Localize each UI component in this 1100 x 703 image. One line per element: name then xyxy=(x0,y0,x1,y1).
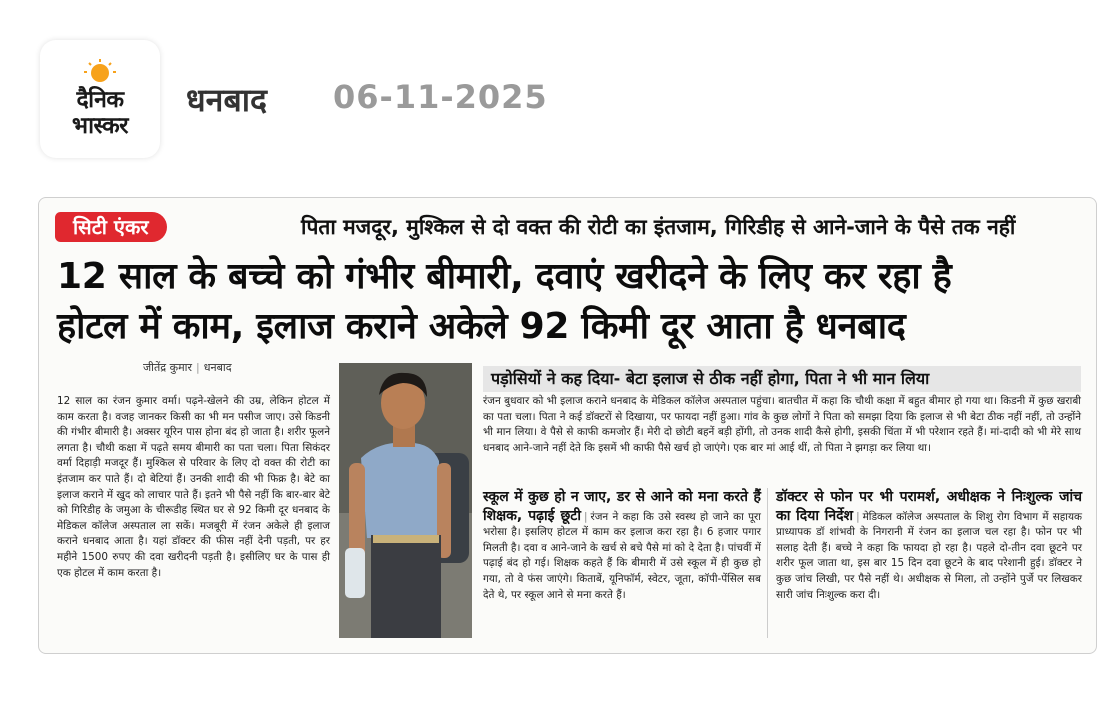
section-tag: सिटी एंकर xyxy=(55,212,167,242)
logo-line2: भास्कर xyxy=(71,113,129,139)
intro-column: 12 साल का रंजन कुमार वर्मा। पढ़ने-खेलने की उम्र, लेकिन होटल में काम करता है। वजह जानकर किसी का भी मन पसीज जाए। उसे किडनी की गंभीर बीमारी है। अक्सर यूरिन पास होना बंद हो जाता है। शरीर फूलने लगता है। चौथी कक्षा में पढ़ते समय बीमारी का पता चला। पिता सिकंदर वर्मा दिहाड़ी मजदूर हैं। मुश्किल से परिवार के लिए दो वक्त की रोटी का इंतजाम कर पाते हैं। दो बेटियां हैं। उनकी शादी की भी फिक्र है। बेटे का इलाज कराने में खुद को लाचार पाते हैं। इतने भी पैसे नहीं कि बार-बार बेटे को गिरिडीह के जमुआ के चीरूडीह स्थित घर से 92 किमी दूर धनबाद के मेडिकल कॉलेज अस्पताल ला सकें। मजबूरी में रंजन अकेले ही इलाज कराने धनबाद आता है। यहां डॉक्टर की फीस नहीं देनी पड़ती, पर हर महीने 1500 रुपए की दवा खरीदनी पड़ती है। इसीलिए घर के पास ही एक होटल में काम करता है। xyxy=(57,395,330,579)
kicker-headline: पिता मजदूर, मुश्किल से दो वक्त की रोटी का इंतजाम, गिरिडीह से आने-जाने के पैसे तक नहीं xyxy=(301,215,1016,239)
city-label: धनबाद xyxy=(186,81,267,119)
paragraph-doctor: मेडिकल कॉलेज अस्पताल के शिशु रोग विभाग में सहायक प्राध्यापक डॉ शांभवी के निगरानी में रंजन का इलाज चल रहा है। फोन पर भी सलाह देती हैं। बच्चे ने कहा कि फायदा हो रहा है। पहले दो-तीन दवा छूटने पर शरीर फूल जाता था, इस बार 15 दिन दवा छूटने के बाद परेशानी हुई। डॉक्टर ने कुछ जांच लिखी, पर पैसे नहीं थे। अधीक्षक से मिला, तो उन्होंने पुर्जे पर लिखकर सारी जांच निःशुल्क करा दी। xyxy=(776,510,1082,601)
logo-line1: दैनिक xyxy=(76,87,124,113)
byline: जीतेंद्र कुमार | धनबाद xyxy=(143,361,232,374)
headline-line-2: होटल में काम, इलाज कराने अकेले 92 किमी दूर आता है धनबाद xyxy=(57,306,906,347)
news-clipping xyxy=(38,197,1097,654)
edition-date: 06-11-2025 xyxy=(333,78,548,116)
subheading-neighbours: पड़ोसियों ने कह दिया- बेटा इलाज से ठीक नहीं होगा, पिता ने भी मान लिया xyxy=(483,366,1081,392)
paragraph-school: रंजन ने कहा कि उसे स्वस्थ हो जाने का पूरा भरोसा है। इसलिए होटल में काम कर इलाज करा रहा है। 6 हजार पगार मिलती है। दवा व आने-जाने के खर्च से बचे पैसे मां को दे देता है। पांचवीं में पढ़ाई बंद हो गई। शिक्षक कहते हैं कि बीमारी में उसे स्कूल में ही कुछ हो गया, तो वे फंस जाएंगे। किताबें, यूनिफॉर्म, स्वेटर, जूता, कॉपी-पेंसिल सब देते थे, पर स्कूल आने से मना करते हैं। xyxy=(483,510,761,601)
main-headline xyxy=(57,252,1087,352)
school-section: स्कूल में कुछ हो न जाए, डर से आने को मना करते हैं शिक्षक, पढ़ाई छूटी | रंजन ने कहा कि उसे स्वस्थ हो जाने का पूरा भरोसा है। इसलिए होटल में काम कर इलाज करा रहा है। 6 हजार पगार मिलती है। दवा व आने-जाने के खर्च से बचे पैसे मां को दे देता है। पांचवीं में पढ़ाई बंद हो गई। शिक्षक कहते हैं कि बीमारी में उसे स्कूल में ही कुछ हो गया, तो वे फंस जाएंगे। किताबें, यूनिफॉर्म, स्वेटर, जूता, कॉपी-पेंसिल सब देते थे, पर स्कूल आने से मना करते हैं। xyxy=(483,489,761,601)
column-divider xyxy=(767,488,768,638)
byline-author: जीतेंद्र कुमार xyxy=(143,361,192,374)
headline-line-1: 12 साल के बच्चे को गंभीर बीमारी, दवाएं खरीदने के लिए कर रहा है xyxy=(57,256,952,297)
byline-place: धनबाद xyxy=(203,361,232,374)
boy-photo xyxy=(339,363,472,638)
dainik-bhaskar-logo[interactable] xyxy=(40,40,160,158)
subheading-school: स्कूल में कुछ हो न जाए, डर से आने को मना करते हैं शिक्षक, पढ़ाई छूटी xyxy=(483,489,761,524)
sun-icon xyxy=(81,59,119,85)
doctor-section: डॉक्टर से फोन पर भी परामर्श, अधीक्षक ने निःशुल्क जांच का दिया निर्देश | मेडिकल कॉलेज अस्पताल के शिशु रोग विभाग में सहायक प्राध्यापक डॉ शांभवी के निगरानी में रंजन का इलाज चल रहा है। फोन पर भी सलाह देती हैं। बच्चे ने कहा कि फायदा हो रहा है। पहले दो-तीन दवा छूटने पर शरीर फूल जाता था, इस बार 15 दिन दवा छूटने के बाद परेशानी हुई। डॉक्टर ने कुछ जांच लिखी, पर पैसे नहीं थे। अधीक्षक से मिला, तो उन्होंने पुर्जे पर लिखकर सारी जांच निःशुल्क करा दी। xyxy=(776,489,1082,601)
subheading-doctor: डॉक्टर से फोन पर भी परामर्श, अधीक्षक ने निःशुल्क जांच का दिया निर्देश xyxy=(776,489,1082,524)
paragraph-neighbours: रंजन बुधवार को भी इलाज कराने धनबाद के मेडिकल कॉलेज अस्पताल पहुंचा। बातचीत में कहा कि चौथी कक्षा में बहुत बीमार हो गया था। किडनी में कुछ खराबी का पता चला। पिता ने कई डॉक्टरों से दिखाया, पर फायदा नहीं हुआ। गांव के कुछ लोगों ने पिता को समझा दिया कि इलाज से भी बेटा ठीक नहीं नहीं, तो उन्होंने भी मान लिया। वे पैसे से काफी कमजोर हैं। मेरी दो छोटी बहनें बड़ी होंगी, तो उनक शादी कैसे होगी, इसकी चिंता में भी परेशान रहते हैं। मां-दादी को भी मेरे साथ धनबाद आने-जाने नहीं देते कि इसमें भी काफी पैसे खर्च हो जाएंगे। एक बार मां आई थीं, तो पिता ने झगड़ा कर लिया था। xyxy=(483,395,1081,454)
